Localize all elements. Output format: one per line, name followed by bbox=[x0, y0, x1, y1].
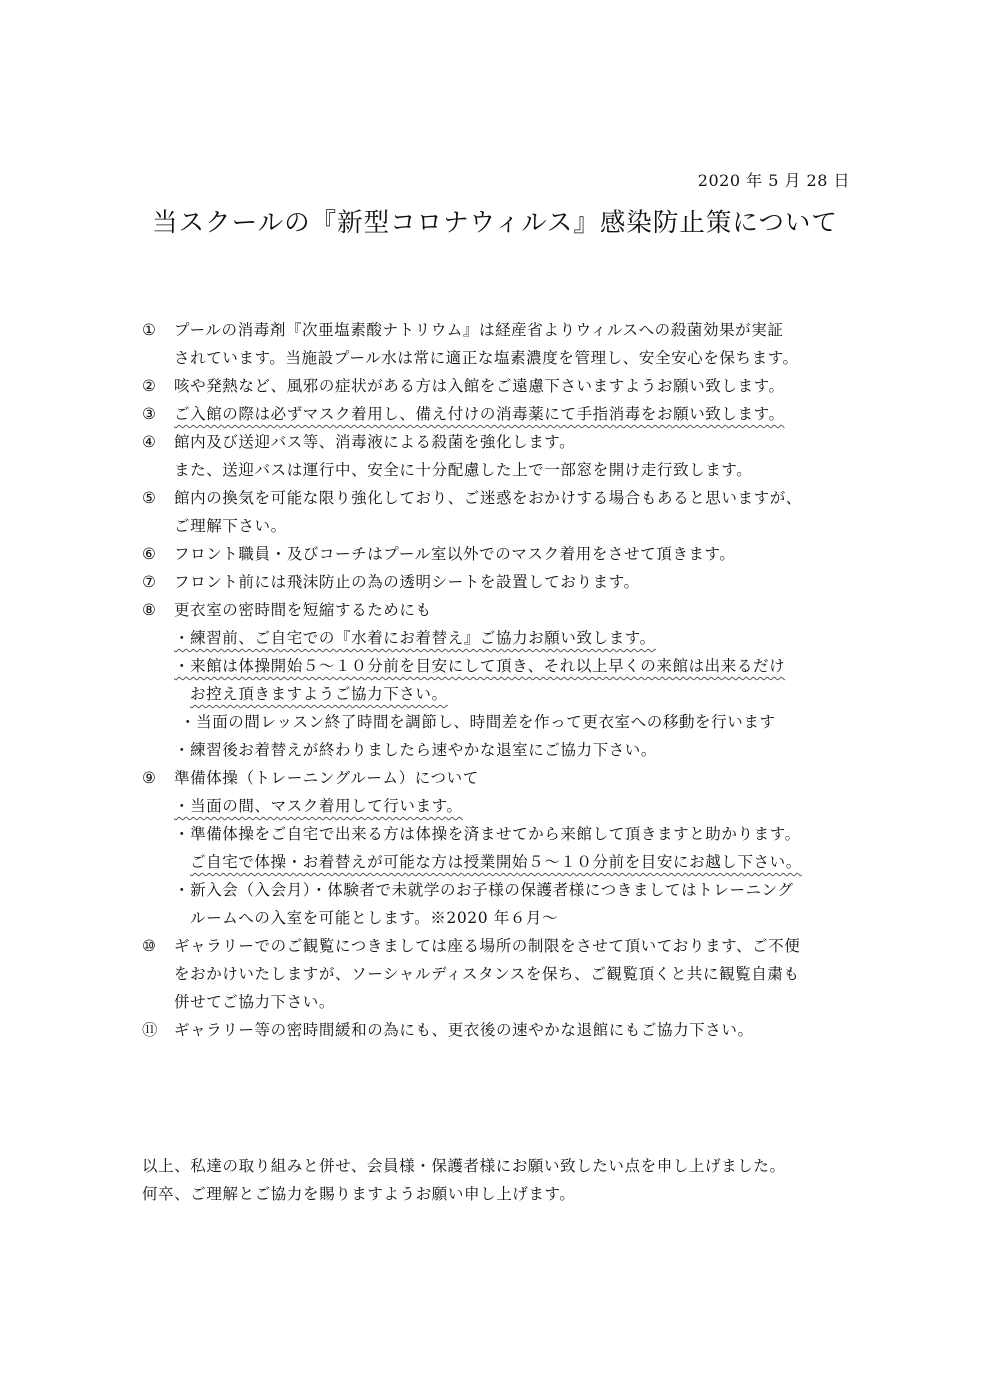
list-item-4 bbox=[142, 428, 862, 456]
item-number: ⑥ bbox=[142, 545, 157, 563]
item-continuation: をおかけいたしますが、ソーシャルディスタンスを保ち、ご観覧頂くと共に観覧自粛も bbox=[174, 965, 800, 983]
item-text: ギャラリーでのご観覧につきましては座る場所の制限をさせて頂いております、ご不便 bbox=[174, 937, 801, 955]
list-item-10 bbox=[142, 932, 862, 960]
closing-paragraph bbox=[142, 1152, 862, 1208]
closing-line-1: 以上、私達の取り組みと併せ、会員様・保護者様にお願い致したい点を申し上げました。 bbox=[142, 1157, 786, 1175]
list-item-6 bbox=[142, 540, 862, 568]
sub-item: ・当面の間レッスン終了時間を調節し、時間差を作って更衣室への移動を行います bbox=[180, 713, 776, 731]
item-continuation: また、送迎バスは運行中、安全に十分配慮した上で一部窓を開け走行致します。 bbox=[174, 461, 753, 479]
item-number: ⑦ bbox=[142, 573, 157, 591]
item-text: 準備体操（トレーニングルーム）について bbox=[174, 769, 479, 787]
sub-item bbox=[142, 624, 862, 652]
list-item-7 bbox=[142, 568, 862, 596]
item-continuation: されています。当施設プール水は常に適正な塩素濃度を管理し、安全安心を保ちます。 bbox=[174, 349, 799, 367]
list-item-5 bbox=[142, 484, 862, 512]
sub-item: ・新入会（入会月）・体験者で未就学のお子様の保護者様につきましてはトレーニング bbox=[174, 881, 794, 899]
sub-item bbox=[142, 652, 862, 680]
item-continuation: ご理解下さい。 bbox=[174, 517, 287, 535]
item-text: 咳や発熱など、風邪の症状がある方は入館をご遠慮下さいますようお願い致します。 bbox=[174, 377, 785, 395]
item-text: 更衣室の密時間を短縮するためにも bbox=[174, 601, 432, 619]
list-item-3 bbox=[142, 400, 862, 428]
list-item-2 bbox=[142, 372, 862, 400]
sub-item bbox=[142, 792, 862, 820]
sub-item-continuation bbox=[142, 680, 862, 708]
sub-item-text-underlined: ・練習前、ご自宅での『水着にお着替え』ご協力お願い致します。 bbox=[174, 629, 656, 647]
item-text: 館内の換気を可能な限り強化しており、ご迷惑をおかけする場合もあると思いますが、 bbox=[174, 489, 802, 507]
item-continuation: 併せてご協力下さい。 bbox=[174, 993, 336, 1011]
item-number: ③ bbox=[142, 405, 157, 423]
sub-item: ・練習後お着替えが終わりましたら速やかな退室にご協力下さい。 bbox=[174, 741, 658, 759]
item-number: ① bbox=[142, 321, 157, 339]
sub-item-text-underlined: ・当面の間、マスク着用して行います。 bbox=[174, 797, 463, 815]
sub-item: ・準備体操をご自宅で出来る方は体操を済ませてから来館して頂きますと助かります。 bbox=[174, 825, 801, 843]
item-text: ギャラリー等の密時間緩和の為にも、更衣後の速やかな退館にもご協力下さい。 bbox=[174, 1021, 754, 1039]
item-number: ⑤ bbox=[142, 489, 157, 507]
list-item-8 bbox=[142, 596, 862, 624]
document-title: 当スクールの『新型コロナウィルス』感染防止策について bbox=[152, 208, 838, 238]
list-item-1 bbox=[142, 316, 862, 344]
list-item-11 bbox=[142, 1016, 862, 1044]
sub-item-text-underlined: ご自宅で体操・お着替えが可能な方は授業開始５～１０分前を目安にお越し下さい。 bbox=[190, 853, 802, 871]
sub-item-continuation: ルームへの入室を可能とします。※2020 年６月～ bbox=[190, 909, 559, 927]
closing-line-2: 何卒、ご理解とご協力を賜りますようお願い申し上げます。 bbox=[142, 1185, 576, 1203]
item-text: フロント前には飛沫防止の為の透明シートを設置しております。 bbox=[174, 573, 640, 591]
item-text-underlined: ご入館の際は必ずマスク着用し、備え付けの消毒薬にて手指消毒をお願い致します。 bbox=[174, 405, 785, 423]
item-text: プールの消毒剤『次亜塩素酸ナトリウム』は経産省よりウィルスへの殺菌効果が実証 bbox=[174, 321, 784, 339]
item-number: ② bbox=[142, 377, 157, 395]
item-number: ⑧ bbox=[142, 601, 157, 619]
sub-item-continuation bbox=[142, 848, 862, 876]
list-item-9 bbox=[142, 764, 862, 792]
sub-item-text-underlined: ・来館は体操開始５～１０分前を目安にして頂き、それ以上早くの来館は出来るだけ bbox=[174, 657, 786, 675]
item-number: ⑨ bbox=[142, 769, 157, 787]
item-text: フロント職員・及びコーチはプール室以外でのマスク着用をさせて頂きます。 bbox=[174, 545, 736, 563]
item-number: ⑩ bbox=[142, 937, 157, 955]
measures-list bbox=[142, 316, 862, 1044]
item-number: ④ bbox=[142, 433, 157, 451]
document-date: 2020 年 5 月 28 日 bbox=[697, 171, 850, 190]
sub-item-text-underlined: お控え頂きますようご協力下さい。 bbox=[190, 685, 448, 703]
item-text: 館内及び送迎バス等、消毒液による殺菌を強化します。 bbox=[174, 433, 576, 451]
item-number: ⑪ bbox=[142, 1021, 159, 1039]
